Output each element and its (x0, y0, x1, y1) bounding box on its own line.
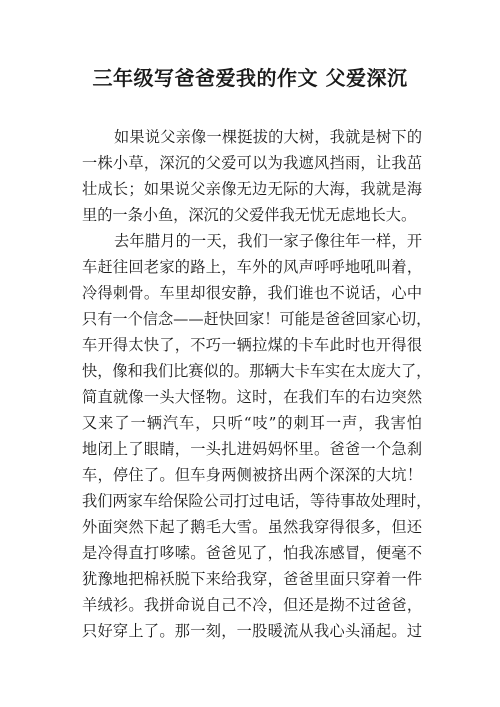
paragraph-1 (82, 124, 422, 228)
text-line: 我们两家车给保险公司打过电话，等待事故处理时， (82, 492, 432, 510)
page-title: 三年级写爸爸爱我的作文 父爱深沉 (92, 66, 408, 90)
text-line: 地闭上了眼睛，一头扎进妈妈怀里。爸爸一个急刹 (82, 440, 422, 458)
text-line: 一株小草，深沉的父爱可以为我遮风挡雨，让我茁 (82, 154, 422, 172)
text-line: 简直就像一头大怪物。这时，在我们车的右边突然 (82, 388, 422, 406)
text-line: 外面突然下起了鹅毛大雪。虽然我穿得很多，但还 (82, 518, 422, 536)
paragraph-2 (82, 228, 432, 644)
text-line: 里的一条小鱼，深沉的父爱伴我无忧无虑地长大。 (82, 206, 417, 224)
text-line: 羊绒衫。我拼命说自己不冷，但还是拗不过爸爸， (82, 596, 422, 614)
text-line: 车开得太快了，不巧一辆拉煤的卡车此时也开得很 (82, 336, 422, 354)
text-line: 车赶往回老家的路上，车外的风声呼呼地吼叫着， (82, 258, 422, 276)
text-line: 快，像和我们比赛似的。那辆大卡车实在太庞大了， (82, 362, 432, 380)
text-line: 如果说父亲像一棵挺拔的大树，我就是树下的 (114, 128, 422, 146)
text-line: 是冷得直打哆嗦。爸爸见了，怕我冻感冒，便毫不 (82, 544, 422, 562)
text-line: 冷得刺骨。车里却很安静，我们谁也不说话，心中 (82, 284, 422, 302)
text-line: 车，停住了。但车身两侧被挤出两个深深的大坑！ (82, 466, 422, 484)
text-line: 犹豫地把棉袄脱下来给我穿，爸爸里面只穿着一件 (82, 570, 422, 588)
text-line: 又来了一辆汽车，只听“吱”的刺耳一声，我害怕 (82, 414, 422, 432)
text-line: 去年腊月的一天，我们一家子像往年一样，开 (114, 232, 422, 250)
text-line: 只有一个信念——赶快回家！可能是爸爸回家心切， (82, 310, 432, 328)
article-body (82, 124, 432, 644)
text-line: 只好穿上了。那一刻，一股暖流从我心头涌起。过 (82, 622, 422, 640)
text-line: 壮成长；如果说父亲像无边无际的大海，我就是海 (82, 180, 422, 198)
